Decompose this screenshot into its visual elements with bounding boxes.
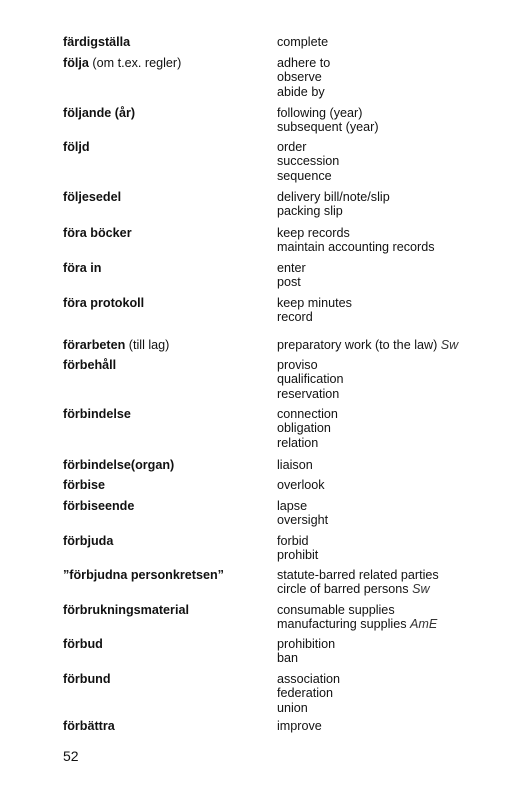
translation-text: subsequent (year) — [277, 120, 379, 135]
translation-text: lapse — [277, 499, 308, 513]
translation-line — [277, 499, 517, 513]
entry-term — [63, 458, 268, 472]
translation-text: improve — [277, 719, 322, 733]
translation-line — [277, 478, 517, 492]
translation-text: oversight — [277, 513, 329, 528]
translation-text: manufacturing supplies — [277, 617, 411, 632]
term-headword: föra böcker — [63, 226, 132, 240]
translation-text: keep minutes — [277, 296, 352, 310]
entry-translations — [277, 534, 517, 563]
term-headword: följesedel — [63, 190, 122, 204]
entry-term — [63, 534, 268, 548]
translation-line — [277, 582, 517, 596]
term-headword: följa — [63, 56, 89, 70]
translation-text: circle of barred persons — [277, 582, 413, 597]
translation-line — [277, 190, 517, 204]
translation-line — [277, 204, 517, 218]
translation-line — [277, 120, 517, 134]
entry-translations — [277, 568, 517, 597]
translation-line — [277, 310, 517, 324]
translation-line — [277, 436, 517, 450]
term-headword: förbud — [63, 637, 103, 651]
translation-line — [277, 296, 517, 310]
translation-text: federation — [277, 686, 334, 701]
translation-line — [277, 421, 517, 435]
translation-line — [277, 568, 517, 582]
translation-line — [277, 701, 517, 715]
entry-translations — [277, 637, 517, 666]
translation-text: obligation — [277, 421, 331, 436]
translation-line — [277, 407, 517, 421]
translation-text: qualification — [277, 372, 344, 387]
translation-text: forbid — [277, 534, 309, 548]
translation-line — [277, 85, 517, 99]
translation-text: liaison — [277, 458, 313, 472]
entry-translations — [277, 56, 517, 99]
translation-line — [277, 106, 517, 120]
translation-text: prohibition — [277, 637, 336, 651]
usage-label: AmE — [410, 617, 438, 632]
translation-line — [277, 686, 517, 700]
translation-line — [277, 226, 517, 240]
entry-translations — [277, 106, 517, 135]
translation-text: post — [277, 275, 301, 290]
translation-text: maintain accounting records — [277, 240, 435, 255]
translation-line — [277, 240, 517, 254]
entry-term — [63, 190, 268, 204]
term-headword: förbund — [63, 672, 111, 686]
entry-term — [63, 261, 268, 275]
translation-text: following (year) — [277, 106, 363, 120]
translation-line — [277, 548, 517, 562]
translation-text: succession — [277, 154, 340, 169]
translation-line — [277, 338, 517, 352]
translation-text: complete — [277, 35, 329, 49]
term-headword: förbehåll — [63, 358, 117, 372]
translation-text: proviso — [277, 358, 318, 372]
translation-line — [277, 154, 517, 168]
translation-text: association — [277, 672, 341, 686]
term-headword: förbrukningsmaterial — [63, 603, 189, 617]
entry-term — [63, 603, 268, 617]
entry-term — [63, 407, 268, 421]
entry-translations — [277, 672, 517, 715]
translation-text: keep records — [277, 226, 350, 240]
term-headword: förarbeten — [63, 338, 126, 352]
translation-line — [277, 513, 517, 527]
entry-translations — [277, 603, 517, 632]
entry-term — [63, 296, 268, 310]
translation-line — [277, 261, 517, 275]
entry-translations — [277, 35, 517, 49]
translation-text: sequence — [277, 168, 332, 183]
translation-line — [277, 35, 517, 49]
entry-term — [63, 672, 268, 686]
translation-line — [277, 458, 517, 472]
entry-translations — [277, 458, 517, 472]
entry-translations — [277, 358, 517, 401]
term-headword: förbindelse — [63, 407, 131, 421]
entry-translations — [277, 261, 517, 290]
term-headword: förbättra — [63, 719, 115, 733]
translation-line — [277, 169, 517, 183]
term-note: (om t.ex. regler) — [88, 56, 182, 70]
translation-text: relation — [277, 435, 319, 450]
entry-term — [63, 719, 268, 733]
translation-text: preparatory work (to the law) — [277, 338, 441, 352]
entry-term — [63, 140, 268, 154]
translation-text: delivery bill/note/slip — [277, 190, 390, 204]
entry-translations — [277, 407, 517, 450]
entry-term — [63, 478, 268, 492]
translation-line — [277, 719, 517, 733]
translation-text: packing slip — [277, 204, 343, 219]
translation-text: prohibit — [277, 548, 319, 563]
translation-line — [277, 70, 517, 84]
entry-translations — [277, 719, 517, 733]
term-headword: föra in — [63, 261, 102, 275]
entry-translations — [277, 499, 517, 528]
translation-line — [277, 534, 517, 548]
translation-line — [277, 651, 517, 665]
translation-line — [277, 140, 517, 154]
term-headword: ”förbjudna personkretsen” — [63, 568, 224, 582]
term-headword: följande (år) — [63, 106, 136, 120]
entry-translations — [277, 140, 517, 183]
translation-line — [277, 358, 517, 372]
translation-line — [277, 672, 517, 686]
entry-translations — [277, 226, 517, 255]
translation-text: ban — [277, 651, 299, 666]
translation-text: order — [277, 140, 307, 154]
translation-text: record — [277, 310, 313, 325]
term-headword: färdigställa — [63, 35, 131, 49]
translation-text: overlook — [277, 478, 325, 492]
translation-line — [277, 637, 517, 651]
term-headword: föra protokoll — [63, 296, 145, 310]
page-number: 52 — [63, 748, 79, 764]
translation-text: enter — [277, 261, 306, 275]
translation-line — [277, 275, 517, 289]
translation-line — [277, 387, 517, 401]
entry-term — [63, 35, 268, 49]
usage-label: Sw — [440, 338, 459, 352]
translation-text: connection — [277, 407, 338, 421]
entry-translations — [277, 296, 517, 325]
translation-line — [277, 617, 517, 631]
translation-text: adhere to — [277, 56, 331, 70]
term-headword: följd — [63, 140, 90, 154]
entry-translations — [277, 338, 517, 352]
translation-text: observe — [277, 70, 322, 85]
entry-translations — [277, 478, 517, 492]
term-note: (till lag) — [125, 338, 170, 352]
entry-term — [63, 637, 268, 651]
translation-line — [277, 603, 517, 617]
term-headword: förbindelse(organ) — [63, 458, 175, 472]
translation-text: union — [277, 700, 308, 715]
translation-text: reservation — [277, 386, 340, 401]
entry-term — [63, 106, 268, 120]
translation-line — [277, 56, 517, 70]
entry-term — [63, 226, 268, 240]
term-headword: förbise — [63, 478, 105, 492]
term-headword: förbiseende — [63, 499, 135, 513]
translation-text: consumable supplies — [277, 603, 395, 617]
entry-translations — [277, 190, 517, 219]
translation-text: statute-barred related parties — [277, 568, 439, 582]
usage-label: Sw — [412, 582, 430, 597]
entry-term — [63, 358, 268, 372]
entry-term — [63, 568, 268, 582]
entry-term — [63, 338, 268, 352]
translation-line — [277, 372, 517, 386]
translation-text: abide by — [277, 84, 325, 99]
term-headword: förbjuda — [63, 534, 114, 548]
entry-term — [63, 499, 268, 513]
entry-term — [63, 56, 268, 70]
